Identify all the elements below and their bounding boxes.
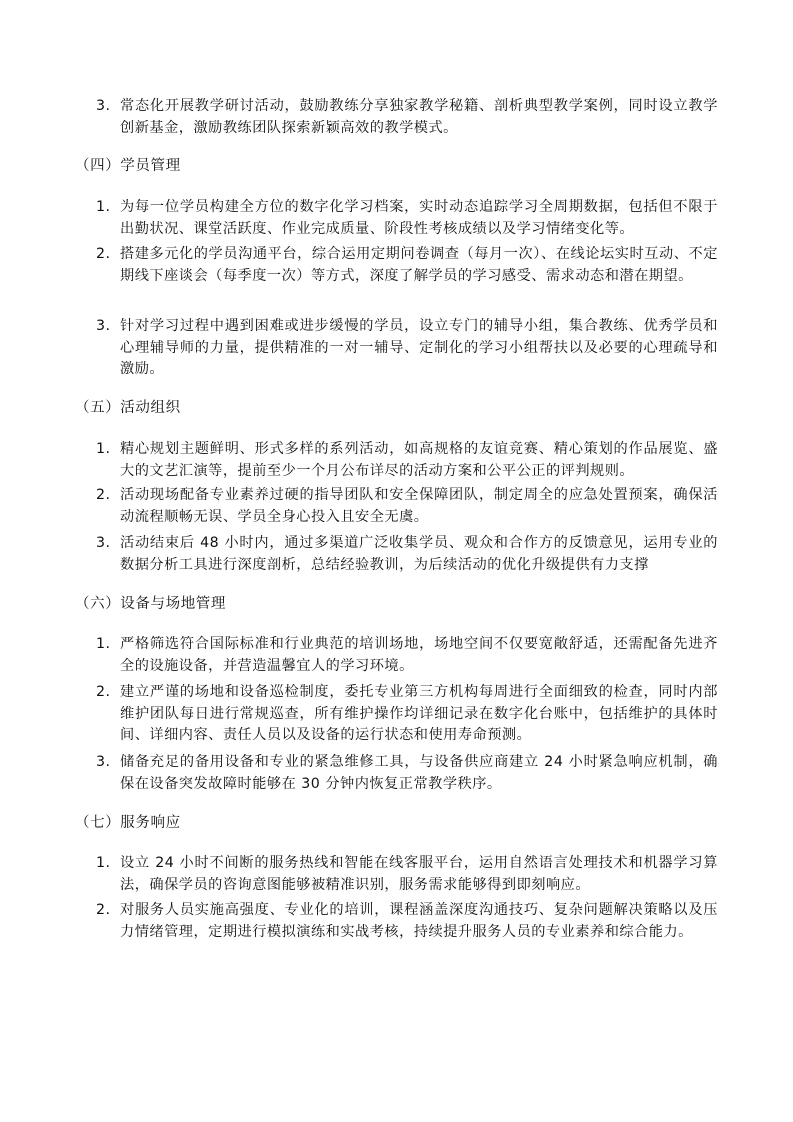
item-text: 建立严谨的场地和设备巡检制度，委托专业第三方机构每周进行全面细致的检查，同时内部维护团队每日进行常规巡查，所有维护操作均详细记录在数字化台账中，包括维护的具体时间、详细内容、责任人员以及设备的运行状态和使用寿命预测。 xyxy=(120,684,718,743)
item-text: 对服务人员实施高强度、专业化的培训，课程涵盖深度沟通技巧、复杂问题解决策略以及压力情绪管理，定期进行模拟演练和实战考核，持续提升服务人员的专业素养和综合能力。 xyxy=(120,902,718,940)
list-item-s5-2 xyxy=(96,485,718,528)
item-number: 1. xyxy=(96,199,111,215)
section-heading-activity-organization: （五）活动组织 xyxy=(75,400,181,416)
item-text: 精心规划主题鲜明、形式多样的系列活动，如高规格的友谊竞赛、精心策划的作品展览、盛大的文艺汇演等，提前至少一个月公布详尽的活动方案和公平公正的评判规则。 xyxy=(120,441,718,479)
item-text: 搭建多元化的学员沟通平台，综合运用定期问卷调查（每月一次）、在线论坛实时互动、不定期线下座谈会（每季度一次）等方式，深度了解学员的学习感受、需求动态和潜在期望。 xyxy=(120,246,718,284)
section-heading-equipment-venue: （六）设备与场地管理 xyxy=(75,596,226,612)
item-text: 活动结束后 48 小时内，通过多渠道广泛收集学员、观众和合作方的反馈意见，运用专业的数据分析工具进行深度剖析，总结经验教训，为后续活动的优化升级提供有力支撑 xyxy=(120,535,718,573)
list-item-s6-2 xyxy=(96,682,718,747)
item-number: 3. xyxy=(96,535,111,551)
list-item-s7-1 xyxy=(96,853,718,896)
item-number: 3. xyxy=(96,98,111,114)
list-item-s4-3 xyxy=(96,316,718,381)
item-number: 2. xyxy=(96,684,111,700)
list-item-s6-3 xyxy=(96,752,718,795)
list-item-s4-1 xyxy=(96,197,718,240)
section-heading-service-response: （七）服务响应 xyxy=(75,815,181,831)
item-text: 为每一位学员构建全方位的数字化学习档案，实时动态追踪学习全周期数据，包括但不限于出勤状况、课堂活跃度、作业完成质量、阶段性考核成绩以及学习情绪变化等。 xyxy=(120,199,718,237)
list-item-s6-1 xyxy=(96,634,718,677)
list-item-s4-2 xyxy=(96,244,718,287)
list-item-s5-1 xyxy=(96,439,718,482)
item-text: 针对学习过程中遇到困难或进步缓慢的学员，设立专门的辅导小组，集合教练、优秀学员和心理辅导师的力量，提供精准的一对一辅导、定制化的学习小组帮扶以及必要的心理疏导和激励。 xyxy=(120,318,718,377)
item-text: 活动现场配备专业素养过硬的指导团队和安全保障团队，制定周全的应急处置预案，确保活动流程顺畅无误、学员全身心投入且安全无虞。 xyxy=(120,487,718,525)
item-number: 2. xyxy=(96,246,111,262)
item-number: 2. xyxy=(96,902,111,918)
item-text: 储备充足的备用设备和专业的紧急维修工具，与设备供应商建立 24 小时紧急响应机制，确保在设备突发故障时能够在 30 分钟内恢复正常教学秩序。 xyxy=(120,754,718,792)
item-number: 1. xyxy=(96,441,111,457)
section-heading-student-management: （四）学员管理 xyxy=(75,158,181,174)
list-item-s3-3 xyxy=(96,96,718,139)
item-text: 设立 24 小时不间断的服务热线和智能在线客服平台，运用自然语言处理技术和机器学习算法，确保学员的咨询意图能够被精准识别，服务需求能够得到即刻响应。 xyxy=(120,855,718,893)
item-text: 常态化开展教学研讨活动，鼓励教练分享独家教学秘籍、剖析典型教学案例，同时设立教学创新基金，激励教练团队探索新颖高效的教学模式。 xyxy=(120,98,718,136)
item-number: 3. xyxy=(96,754,111,770)
list-item-s7-2 xyxy=(96,900,718,943)
item-number: 2. xyxy=(96,487,111,503)
item-text: 严格筛选符合国际标准和行业典范的培训场地，场地空间不仅要宽敞舒适，还需配备先进齐全的设施设备，并营造温馨宜人的学习环境。 xyxy=(120,636,718,674)
item-number: 1. xyxy=(96,855,111,871)
item-number: 3. xyxy=(96,318,111,334)
item-number: 1. xyxy=(96,636,111,652)
list-item-s5-3 xyxy=(96,533,718,576)
